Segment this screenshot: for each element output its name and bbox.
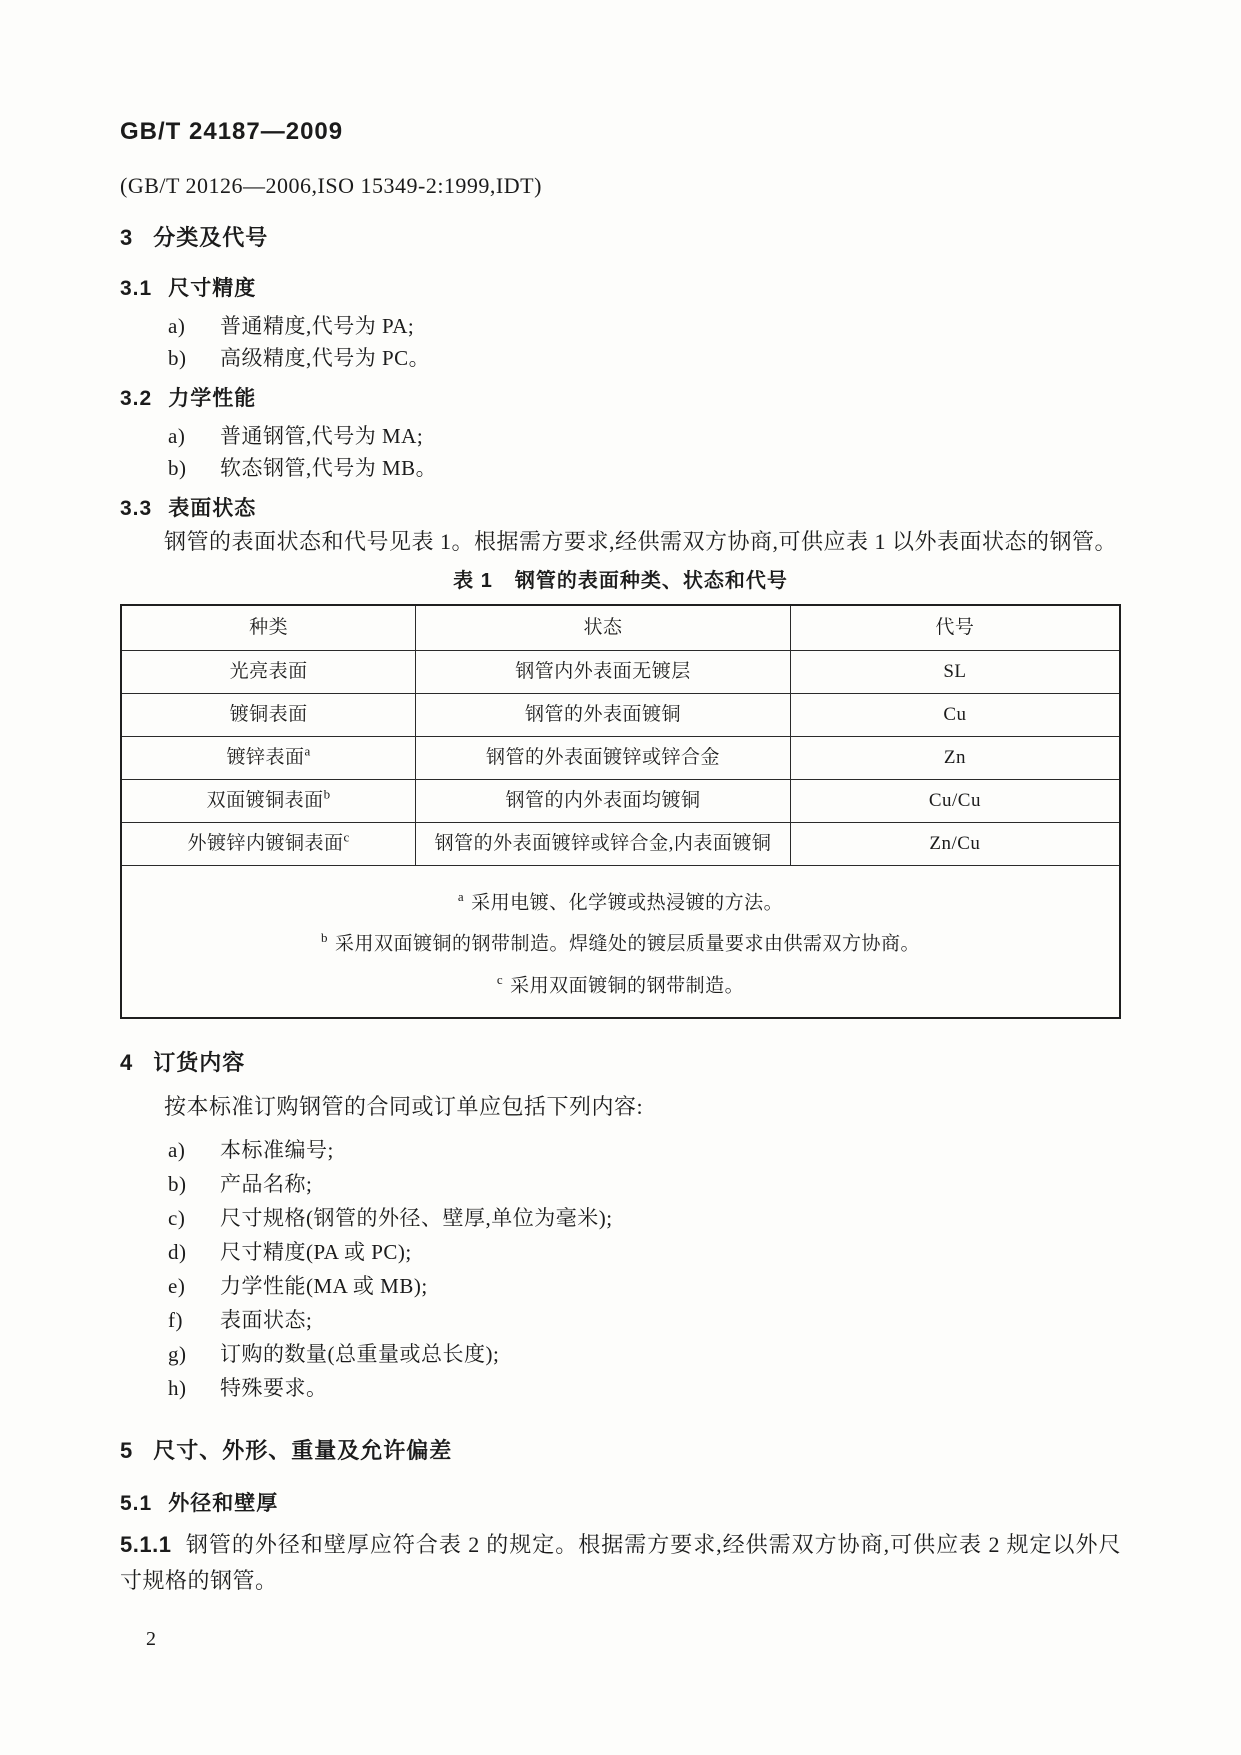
section-5-1-1-paragraph [120,1527,1121,1599]
page-number: 2 [146,1628,157,1650]
list-item-label: a) [168,1137,186,1162]
list-item-text: 高级精度,代号为 PC。 [220,346,431,370]
footnote-marker: a [457,889,465,904]
table-row [121,780,1120,823]
list-item [120,1167,1121,1201]
section-5-1-heading [120,1491,1121,1517]
list-item-label: b) [168,346,187,370]
list-item-text: 表面状态; [220,1307,313,1332]
section-number: 4 [120,1049,134,1075]
kind-cell [121,651,416,694]
footnote-text: 采用双面镀铜的钢带制造。 [510,974,745,996]
section-number: 5.1 [120,1491,153,1515]
footnote-text: 采用电镀、化学镀或热浸镀的方法。 [471,892,784,914]
list-item-label: h) [168,1375,187,1400]
list-item-label: e) [168,1273,186,1298]
code-cell: SL [790,651,1120,694]
section-4-heading [120,1049,1121,1077]
list-item-label: b) [168,1171,187,1196]
footnote-marker: b [320,930,328,946]
code-cell: Cu [790,694,1120,737]
section-3-1-heading [120,276,1121,302]
table-caption-title: 钢管的表面种类、状态和代号 [514,570,788,592]
state-cell: 钢管的外表面镀锌或锌合金 [416,737,791,780]
kind-text: 双面镀铜表面 [206,790,324,811]
table-row [121,823,1120,866]
table-caption-label: 表 1 [453,570,493,592]
list-item-text: 普通钢管,代号为 MA; [220,424,424,448]
kind-cell [121,737,416,780]
state-cell: 钢管的外表面镀铜 [416,694,791,737]
list-item-text: 普通精度,代号为 PA; [220,314,415,338]
list-item [120,1201,1121,1235]
table-footnote [130,884,1111,916]
list-item [120,1269,1121,1303]
iso-reference: (GB/T 20126—2006,ISO 15349-2:1999,IDT) [120,173,542,198]
section-3-3-paragraph: 钢管的表面状态和代号见表 1。根据需方要求,经供需双方协商,可供应表 1 以外表面状态的钢管。 [164,529,1118,554]
section-number: 5.1.1 [120,1531,172,1557]
state-cell: 钢管的内外表面均镀铜 [416,780,791,823]
kind-text: 光亮表面 [229,661,308,682]
list-item [120,342,1121,374]
kind-cell [121,694,416,737]
list-item-label: a) [168,314,186,338]
section-title: 尺寸、外形、重量及允许偏差 [153,1437,453,1463]
section-title: 尺寸精度 [168,277,257,300]
table-row [121,694,1120,737]
section-5-heading [120,1437,1121,1465]
table-footnote [130,967,1111,999]
list-item-text: 力学性能(MA 或 MB); [220,1273,428,1298]
section-3-3-heading [120,496,1121,522]
list-item-text: 尺寸精度(PA 或 PC); [220,1239,412,1264]
table-row [121,651,1120,694]
section-4-list [120,1133,1121,1405]
list-item-text: 软态钢管,代号为 MB。 [220,456,438,480]
section-number: 3.2 [120,387,153,410]
section-number: 5 [120,1437,134,1463]
kind-text: 外镀锌内镀铜表面 [187,833,344,854]
list-item-text: 特殊要求。 [220,1375,328,1400]
list-item-label: c) [168,1205,186,1230]
list-item-text: 订购的数量(总重量或总长度); [220,1341,500,1366]
kind-cell [121,823,416,866]
footnote-marker: c [496,971,504,987]
list-item-label: g) [168,1341,187,1366]
section-title: 力学性能 [168,387,257,410]
table-footnote-row [121,866,1120,1018]
list-item-text: 尺寸规格(钢管的外径、壁厚,单位为毫米); [220,1205,613,1230]
state-cell: 钢管内外表面无镀层 [416,651,791,694]
list-item [120,1337,1121,1371]
code-cell: Zn/Cu [790,823,1120,866]
code-cell: Zn [790,737,1120,780]
column-header-code: 代号 [790,605,1120,651]
table-1 [120,604,1121,1019]
section-3-heading [120,224,1121,252]
column-header-kind: 种类 [121,605,416,651]
footnote-marker: c [343,829,350,845]
section-number: 3.3 [120,497,153,520]
section-3-2-heading [120,386,1121,412]
section-title: 订货内容 [153,1049,246,1075]
list-item [120,1235,1121,1269]
list-item-label: f) [168,1307,183,1332]
section-number: 3.1 [120,277,153,300]
table-1-caption [120,568,1121,594]
kind-cell [121,780,416,823]
list-item-label: d) [168,1239,187,1264]
doc-number: GB/T 24187—2009 [120,118,344,145]
list-item [120,1371,1121,1405]
list-item [120,452,1121,484]
list-item-label: b) [168,456,187,480]
list-item [120,1303,1121,1337]
kind-text: 镀锌表面 [226,747,305,768]
list-item [120,420,1121,452]
list-item-label: a) [168,424,186,448]
section-title: 分类及代号 [153,225,269,250]
table-row [121,737,1120,780]
table-footnotes [121,866,1120,1018]
section-number: 3 [120,225,134,250]
state-cell: 钢管的外表面镀锌或锌合金,内表面镀铜 [416,823,791,866]
list-item [120,1133,1121,1167]
section-4-intro: 按本标准订购钢管的合同或订单应包括下列内容: [164,1093,644,1119]
section-title: 外径和壁厚 [168,1491,279,1515]
list-item [120,310,1121,342]
code-cell: Cu/Cu [790,780,1120,823]
kind-text: 镀铜表面 [229,704,308,725]
footnote-text: 采用双面镀铜的钢带制造。焊缝处的镀层质量要求由供需双方协商。 [334,933,920,955]
list-item-text: 产品名称; [220,1171,313,1196]
list-item-text: 本标准编号; [220,1137,334,1162]
column-header-state: 状态 [416,605,791,651]
footnote-marker: b [323,786,331,802]
section-title: 表面状态 [168,497,257,520]
table-header-row [121,605,1120,651]
table-footnote [130,925,1111,957]
paragraph-text: 钢管的外径和壁厚应符合表 2 的规定。根据需方要求,经供需双方协商,可供应表 2 规定以外尺寸规格的钢管。 [120,1531,1121,1593]
footnote-marker: a [304,743,311,759]
